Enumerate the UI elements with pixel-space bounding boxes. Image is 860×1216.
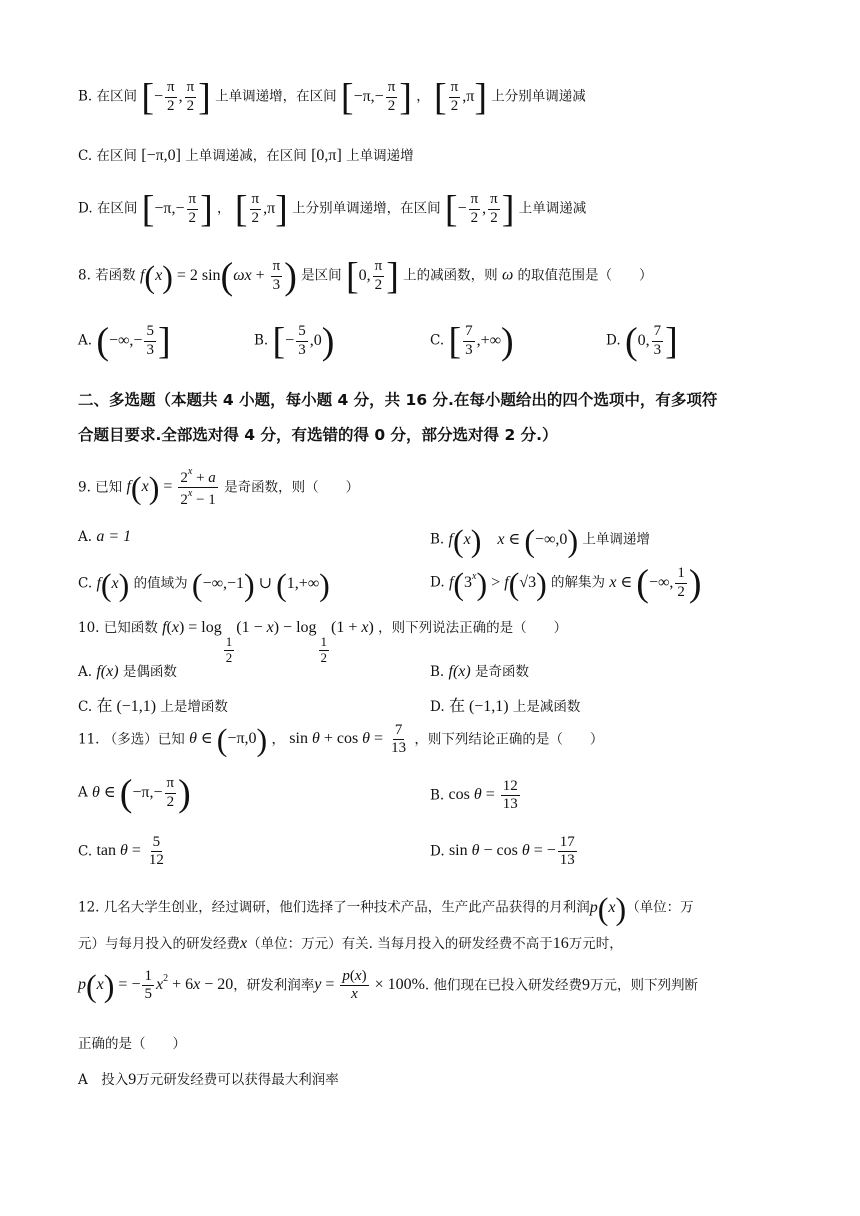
q8-stem: 8. 若函数 f(x) = 2 sin(ωx + $\frac{\pi}{3}$ ) 是区间 [0, $\frac{\pi}{2}$ ] 上的减函数，则 ω 的取值范围是（ ）	[78, 255, 653, 297]
interval-c2: [0,π]	[311, 147, 342, 164]
q8-option-c: C. [ $\frac{7}{3}$ ,+∞)	[430, 320, 514, 362]
q11-option-c: C. tan θ = $\frac{5}{12}$	[78, 834, 164, 869]
q7-option-b: B. 在区间 [− $\frac{\pi}{2}$ , $\frac{\pi}{2}$ ] 上单调递增，在区间 [−π,− $\frac{\pi}{2}$ ] ， [ $\frac{\pi}{2}$ ,π] 上分别单调递减	[78, 76, 586, 118]
q12-option-a: A 投入9万元研发经费可以获得最大利润率	[78, 1071, 339, 1088]
interval-d3: [− $\frac{\pi}{2}$ , $\frac{\pi}{2}$ ]	[444, 188, 515, 230]
q10-option-d: D. 在 (−1,1) 上是减函数	[430, 698, 581, 715]
section-2-heading-cont: 合题目要求.全部选对得 4 分，有选错的得 0 分，部分选对得 2 分.）	[78, 426, 558, 444]
interval-b1: [− $\frac{\pi}{2}$ , $\frac{\pi}{2}$ ]	[141, 76, 211, 118]
q9-option-a: A. a = 1	[78, 528, 132, 545]
q12-line-1: 12. 几名大学生创业，经过调研，他们选择了一种技术产品，生产此产品获得的月利润p(x)（单位：万	[78, 890, 694, 926]
interval-d2: [ $\frac{\pi}{2}$ ,π]	[234, 188, 288, 230]
q10-function: f(x) = log $\frac{1}{2}$ (1 − x) − log $\frac{1}{2}$ (1 + x)	[162, 619, 374, 665]
q9-option-d: D. $f(3^x) > f(√3)$ 的解集为 x ∈ (−∞, $\frac{1}{2}$ )	[430, 562, 702, 604]
interval-b3: [ $\frac{\pi}{2}$ ,π]	[434, 76, 487, 118]
q10-option-b: B. f(x) 是奇函数	[430, 663, 530, 680]
q8-interval: [0, $\frac{\pi}{2}$ ]	[345, 255, 399, 297]
q8-option-a: A. (−∞,− $\frac{5}{3}$ ]	[78, 320, 171, 362]
interval-d1: [−π,− $\frac{\pi}{2}$ ]	[141, 188, 213, 230]
q10-stem: 10. 已知函数 f(x) = log $\frac{1}{2}$ (1 − x) − log $\frac{1}{2}$ (1 + x) ，则下列说法正确的是（ ）	[78, 619, 568, 665]
q11-option-d: D. sin θ − cos θ = − $\frac{17}{13}$	[430, 834, 575, 869]
q12-line-2: 元）与每月投入的研发经费x（单位：万元）有关. 当每月投入的研发经费不高于16万元时，	[78, 935, 623, 952]
interval-c1: [−π,0]	[141, 147, 181, 164]
q9-option-b: B. f(x) x ∈ (−∞,0) 上单调递增	[430, 522, 650, 558]
q8-function: f(x) = 2 sin(ωx + $\frac{\pi}{3}$ )	[139, 255, 297, 297]
q11-stem: 11. （多选）已知 θ ∈ (−π,0) ， sin θ + cos θ = $\frac{7}{13}$ ，则下列结论正确的是（ ）	[78, 721, 604, 758]
q11-option-b: B. cos θ = $\frac{12}{13}$	[430, 778, 518, 813]
q8-option-b: B. [− $\frac{5}{3}$ ,0)	[254, 320, 335, 362]
interval-b2: [−π,− $\frac{\pi}{2}$ ]	[340, 76, 412, 118]
q8-option-d: D. (0, $\frac{7}{3}$ ]	[606, 320, 678, 362]
q9-function: f(x) = $\frac{2^x + a}{2^x - 1}$	[126, 466, 216, 509]
q7-option-c: C. 在区间 [−π,0] 上单调递减，在区间 [0,π] 上单调递增	[78, 147, 414, 164]
q7-option-d: D. 在区间 [−π,− $\frac{\pi}{2}$ ] ， [ $\frac{\pi}{2}$ ,π] 上分别单调递增，在区间 [− $\frac{\pi}{2}$ , $\frac{\pi}{2}$ ] 上单调递减	[78, 188, 587, 230]
q10-option-c: C. 在 (−1,1) 上是增函数	[78, 698, 228, 715]
q9-stem: 9. 已知 f(x) = $\frac{2^x + a}{2^x - 1}$ 是奇函数，则（ ）	[78, 466, 360, 509]
section-2-heading: 二、多选题（本题共 4 小题，每小题 4 分，共 16 分.在每小题给出的四个选项中，有多项符	[78, 391, 718, 409]
q9-option-c: C. f(x) 的值域为 (−∞,−1) ∪ (1,+∞)	[78, 566, 330, 602]
q12-line-3: p(x) = − $\frac{1}{5}$ $x^2 + 6x - 20$，研发利润率y = $\frac{p(x)}{x}$ × 100%. 他们现在已投入研发经费9万元，则下列判断	[78, 967, 699, 1004]
q12-line-4: 正确的是（ ）	[78, 1036, 186, 1052]
q10-option-a: A. f(x) 是偶函数	[78, 663, 177, 680]
q11-option-a: A θ ∈ (−π,− $\frac{\pi}{2}$ )	[78, 772, 191, 814]
